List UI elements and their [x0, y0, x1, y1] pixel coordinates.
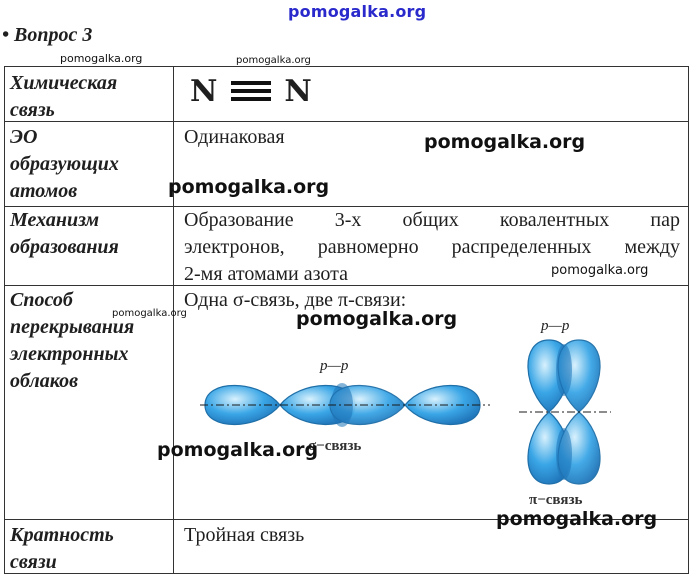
row-label-mechanism [10, 207, 119, 261]
pi-pp-label: p—p [541, 318, 570, 334]
label-line: Механизм [10, 209, 100, 231]
watermark: pomogalka.org [236, 55, 311, 66]
sigma-caption: σ−связь [308, 438, 362, 454]
label-line: Способ [10, 289, 73, 311]
triple-bond-icon [231, 76, 271, 111]
watermark: pomogalka.org [60, 52, 143, 65]
overlap-region [556, 428, 572, 480]
watermark: pomogalka.org [551, 263, 649, 278]
atom-left: N [190, 74, 218, 109]
sigma-pp-label: p—p [320, 358, 349, 374]
watermark-top[interactable]: pomogalka.org [288, 2, 427, 21]
page-title: • Вопрос 3 [2, 24, 93, 46]
label-line: Кратность [10, 524, 114, 546]
electronegativity-value: Одинаковая [184, 126, 285, 148]
label-line: Химическая [10, 72, 118, 94]
row-label-bond [10, 70, 117, 124]
atom-right: N [284, 74, 312, 109]
label-line: облаков [10, 370, 79, 392]
nitrogen-formula [190, 74, 312, 111]
overlap-region [556, 344, 572, 396]
label-line: связь [10, 99, 55, 121]
watermark: pomogalka.org [296, 308, 458, 330]
pi-bond-diagram [505, 312, 625, 512]
label-line: электронных [10, 343, 129, 365]
text-line: 2-мя атомами азота [184, 263, 348, 285]
label-line: образования [10, 236, 119, 258]
row-label-multiplicity [10, 522, 114, 576]
label-line: образующих [10, 153, 119, 175]
watermark: pomogalka.org [157, 439, 319, 461]
column-divider [173, 67, 174, 573]
label-line: ЭО [10, 126, 38, 148]
row-label-electronegativity [10, 124, 119, 205]
watermark: pomogalka.org [168, 176, 330, 198]
multiplicity-value: Тройная связь [184, 524, 305, 546]
label-line: связи [10, 551, 57, 573]
pi-caption: π−связь [529, 492, 583, 508]
label-line: перекрывания [10, 316, 135, 338]
watermark: pomogalka.org [496, 508, 658, 530]
row-label-overlap [10, 287, 134, 395]
text-line: Образование 3-х общих ковалентных пар [184, 209, 680, 231]
overlap-value: Одна σ-связь, две π-связи: [184, 289, 407, 311]
watermark: pomogalka.org [424, 131, 586, 153]
watermark: pomogalka.org [112, 308, 187, 319]
label-line: атомов [10, 180, 78, 202]
text-line: электронов, равномерно распределенных между [184, 236, 680, 258]
